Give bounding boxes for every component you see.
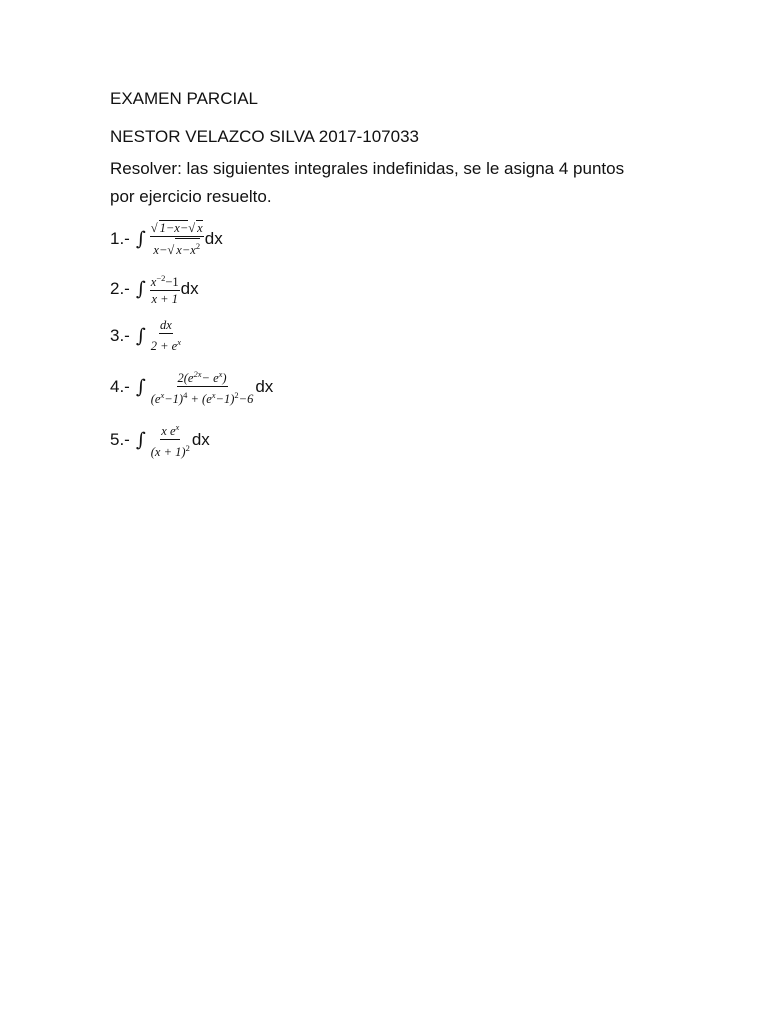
student-name-id: NESTOR VELAZCO SILVA 2017-107033 bbox=[110, 127, 419, 146]
exercise-fraction bbox=[150, 271, 180, 306]
integral-sign: ∫ bbox=[135, 227, 146, 250]
fraction-denominator bbox=[150, 387, 255, 406]
numerator-term: ) bbox=[222, 371, 227, 385]
denominator-term: −1) bbox=[215, 392, 235, 406]
exercise-fraction bbox=[150, 367, 255, 406]
exercise-fraction bbox=[150, 318, 182, 353]
exercise-fraction bbox=[150, 220, 204, 257]
fraction-numerator: dx bbox=[159, 318, 172, 332]
exercise-number: 2.- bbox=[110, 278, 130, 298]
exponent: 2 bbox=[195, 241, 201, 251]
integral-sign: ∫ bbox=[135, 277, 146, 300]
fraction-denominator bbox=[150, 334, 182, 353]
differential: dx bbox=[180, 278, 199, 298]
exponent: x bbox=[211, 390, 216, 400]
exercise-3 bbox=[110, 318, 183, 353]
numerator-base: x bbox=[150, 275, 157, 289]
exponent: 4 bbox=[183, 390, 188, 400]
exponent: x bbox=[218, 369, 223, 379]
differential: dx bbox=[191, 429, 210, 449]
radical-sign: √ bbox=[150, 221, 158, 235]
exercise-fraction bbox=[150, 420, 191, 459]
radical-sign: √ bbox=[188, 221, 196, 235]
exponent: x bbox=[160, 390, 165, 400]
denominator-term: (e bbox=[150, 392, 161, 406]
exponent: 2 bbox=[185, 443, 190, 453]
fraction-denominator bbox=[150, 440, 191, 459]
integral-sign: ∫ bbox=[135, 375, 146, 398]
exam-title: EXAMEN PARCIAL bbox=[110, 89, 259, 108]
fraction-numerator bbox=[150, 220, 204, 237]
fraction-denominator: x + 1 bbox=[151, 292, 178, 306]
radical-sign: √ bbox=[167, 243, 175, 257]
exercise-4 bbox=[110, 367, 273, 406]
integral-sign: ∫ bbox=[135, 428, 146, 451]
numerator-term: x e bbox=[161, 424, 176, 438]
denominator-term: 2 + e bbox=[150, 339, 178, 353]
denominator-term: (x + 1) bbox=[150, 445, 186, 459]
fraction-denominator bbox=[152, 237, 201, 257]
radicand bbox=[175, 238, 200, 257]
differential: dx bbox=[204, 228, 223, 248]
exponent: −2 bbox=[156, 273, 166, 283]
fraction-numerator bbox=[177, 367, 228, 387]
numerator-term: − e bbox=[201, 371, 219, 385]
radicand-term: x−x bbox=[176, 243, 196, 257]
differential: dx bbox=[255, 376, 274, 396]
radicand: x bbox=[197, 221, 203, 235]
exercise-number: 1.- bbox=[110, 228, 130, 248]
instructions-text: Resolver: las siguientes integrales indefinidas, se le asigna 4 puntos por ejercicio resuelto. bbox=[110, 159, 625, 206]
exponent: 2x bbox=[193, 369, 202, 379]
exercise-number: 3.- bbox=[110, 325, 130, 345]
exercise-2 bbox=[110, 271, 199, 306]
numerator-term: −1 bbox=[165, 275, 179, 289]
denominator-term: −1) bbox=[164, 392, 184, 406]
exercise-number: 4.- bbox=[110, 376, 130, 396]
exercise-1 bbox=[110, 220, 223, 257]
fraction-numerator bbox=[160, 420, 180, 440]
exponent: 2 bbox=[234, 390, 239, 400]
exercise-5 bbox=[110, 420, 210, 459]
numerator-term: 2(e bbox=[177, 371, 194, 385]
radicand: 1−x− bbox=[159, 221, 189, 235]
exponent: x bbox=[177, 337, 182, 347]
fraction-numerator bbox=[150, 271, 180, 291]
denominator-term: −6 bbox=[238, 392, 254, 406]
exponent: x bbox=[175, 422, 180, 432]
integral-sign: ∫ bbox=[135, 324, 146, 347]
denominator-term: + (e bbox=[187, 392, 212, 406]
denominator-term: x− bbox=[153, 243, 168, 257]
exercise-number: 5.- bbox=[110, 429, 130, 449]
